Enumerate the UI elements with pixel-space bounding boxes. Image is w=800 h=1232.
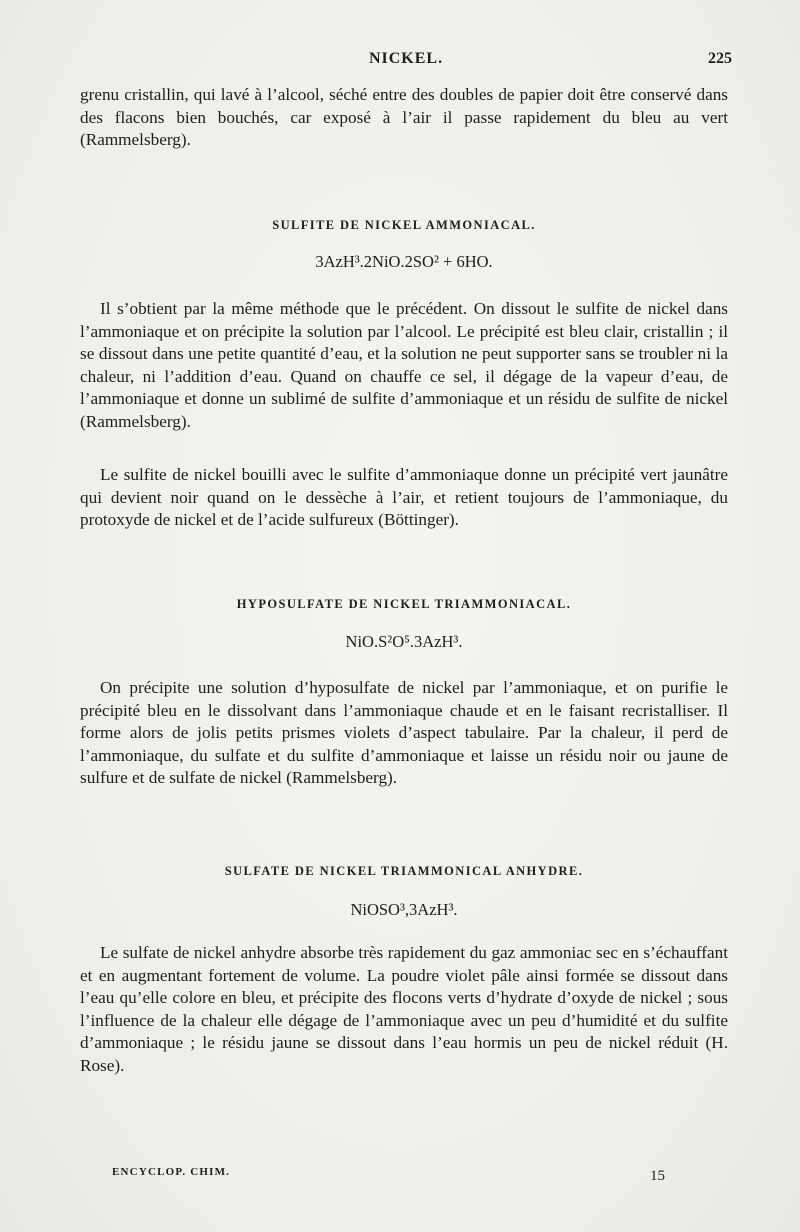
section-heading-sulfite: SULFITE DE NICKEL AMMONIACAL. [272, 218, 536, 232]
formula-sulfate: NiOSO³,3AzH³. [350, 900, 458, 919]
page-number: 225 [708, 50, 732, 67]
paragraph-sulfate: Le sulfate de nickel anhydre absorbe très rapidement du gaz ammoniac sec en s’échauffant et en augmentant fortement de volume. La poudre violet pâle ainsi formée se dissout dans l’eau qu’elle colore en bleu, et précipite des flocons verts d’hydrate d’oxyde de nickel ; sous l’influence de la chaleur elle dégage de l’ammoniaque avec un peu d’humidité et du sulfite d’ammoniaque ; le résidu jaune se dissout dans l’eau hormis un peu de nickel réduit (H. Rose). [80, 943, 728, 1075]
formula-sulfite: 3AzH³.2NiO.2SO² + 6HO. [315, 252, 493, 271]
section-heading-sulfate: SULFATE DE NICKEL TRIAMMONICAL ANHYDRE. [224, 864, 584, 878]
formula-hyposulfate: NiO.S²O⁵.3AzH³. [345, 632, 463, 651]
running-head [80, 50, 732, 70]
running-title: NICKEL. [368, 50, 444, 67]
paragraph-continuation: grenu cristallin, qui lavé à l’alcool, séché entre des doubles de papier doit être conservé dans des flacons bien bouchés, car exposé à l’air il passe rapidement du bleu au vert (Rammelsberg). [80, 85, 728, 150]
paragraph-hyposulfate: On précipite une solution d’hyposulfate de nickel par l’ammoniaque, et on purifie le précipité bleu en le dissolvant dans l’ammoniaque chaude et en le faisant recristalliser. Il forme alors de jolis petits prismes violets d’aspect tabulaire. Par la chaleur, il perd de l’ammoniaque, du sulfate et du sulfite d’ammoniaque et laisse un résidu noir ou jaune de sulfure et de sulfate de nickel (Rammelsberg). [80, 678, 728, 788]
footer-signature: ENCYCLOP. CHIM. [112, 1166, 231, 1178]
paragraph-sulfite-1: Il s’obtient par la même méthode que le précédent. On dissout le sulfite de nickel dans l’ammoniaque et on précipite la solution par l’alcool. Le précipité est bleu clair, cristallin ; il se dissout dans une petite quantité d’eau, et la solution ne peut supporter sans se troubler ni la chaleur, ni l’addition d’eau. Quand on chauffe ce sel, il dégage de la vapeur d’eau, de l’ammoniaque et donne un sublimé de sulfite d’ammoniaque et un résidu de sulfite de nickel (Rammelsberg). [80, 299, 728, 431]
footer-sheet-number: 15 [650, 1168, 665, 1184]
paragraph-sulfite-2: Le sulfite de nickel bouilli avec le sulfite d’ammoniaque donne un précipité vert jaunâtre qui devient noir quand on le dessèche à l’air, et retient toujours de l’ammoniaque, du protoxyde de nickel et de l’acide sulfureux (Böttinger). [80, 465, 728, 530]
section-heading-hyposulfate: HYPOSULFATE DE NICKEL TRIAMMONIACAL. [236, 597, 572, 611]
